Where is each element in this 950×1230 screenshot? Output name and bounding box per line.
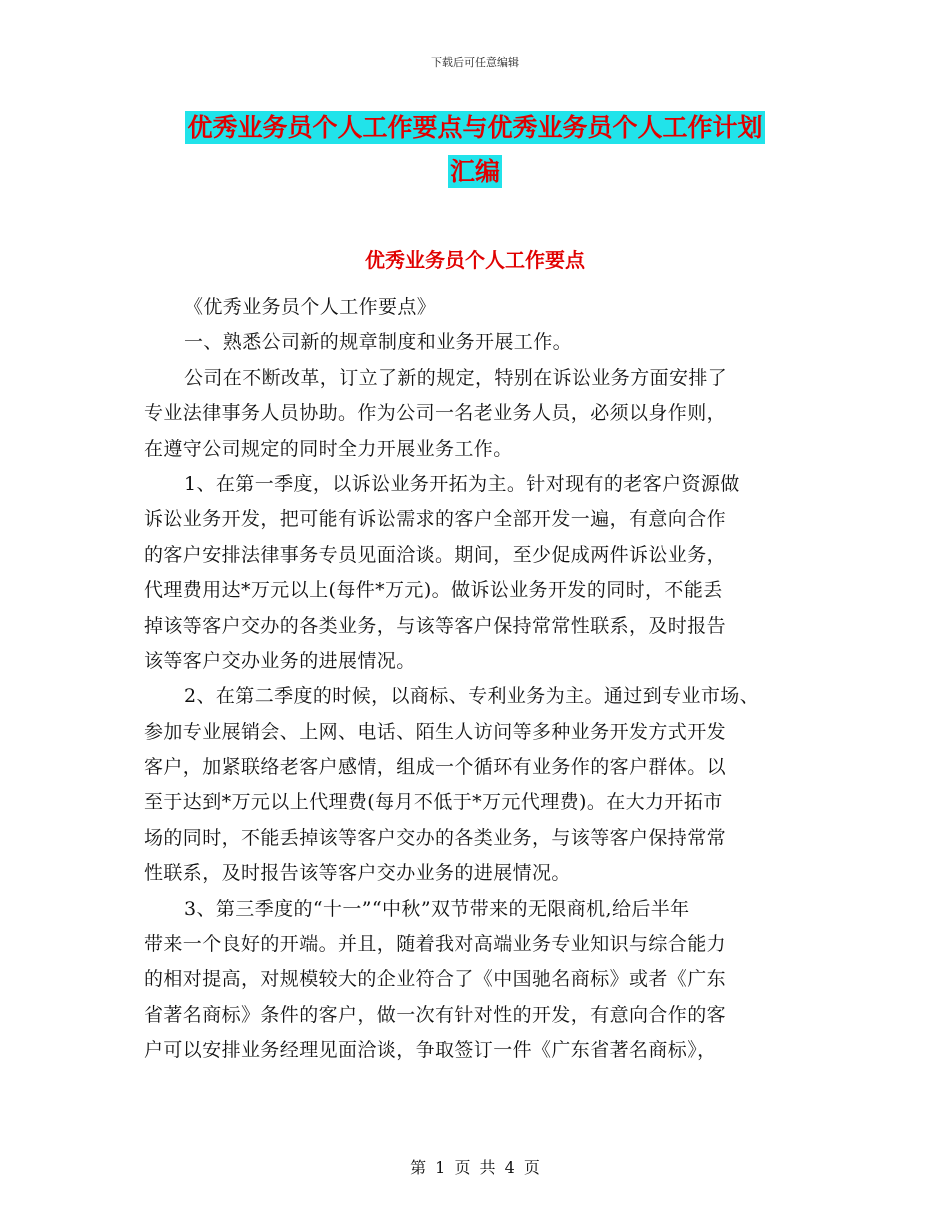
paragraph-line: 至于达到*万元以上代理费(每月不低于*万元代理费)。在大力开拓市 [144,791,723,814]
paragraph-line: 《优秀业务员个人工作要点》 [184,296,437,318]
title-line-1: 优秀业务员个人工作要点与优秀业务员个人工作计划 [187,113,763,142]
paragraph-line: 参加专业展销会、上网、电话、陌生人访问等多种业务开发方式开发 [144,720,727,743]
paragraph-line: 带来一个良好的开端。并且，随着我对高端业务专业知识与综合能力 [144,933,727,956]
page-number-footer: 第 1 页 共 4 页 [410,1158,540,1177]
paragraph-line: 一、熟悉公司新的规章制度和业务开展工作。 [184,331,573,354]
paragraph-line: 的客户安排法律事务专员见面洽谈。期间，至少促成两件诉讼业务， [144,543,727,566]
paragraph-line: 户可以安排业务经理见面洽谈，争取签订一件《广东省著名商标》， [144,1039,717,1062]
paragraph-line: 诉讼业务开发，把可能有诉讼需求的客户全部开发一遍，有意向合作 [144,508,727,531]
paragraph-line: 该等客户交办业务的进展情况。 [144,649,416,672]
paragraph-line: 性联系，及时报告该等客户交办业务的进展情况。 [144,862,571,885]
paragraph-line: 1、在第一季度，以诉讼业务开拓为主。针对现有的老客户资源做 [184,472,740,495]
header-note: 下载后可任意编辑 [431,56,519,69]
paragraph-line: 专业法律事务人员协助。作为公司一名老业务人员，必须以身作则， [144,402,727,425]
section-title: 优秀业务员个人工作要点 [365,248,585,272]
paragraph-line: 3、第三季度的“十一”“中秋”双节带来的无限商机,给后半年 [184,897,690,920]
paragraph-line: 代理费用达*万元以上(每件*万元)。做诉讼业务开发的同时，不能丢 [144,579,723,602]
paragraph-line: 的相对提高，对规模较大的企业符合了《中国驰名商标》或者《广东 [144,968,727,991]
title-line-2: 汇编 [449,157,500,186]
paragraph-line: 2、在第二季度的时候，以商标、专利业务为主。通过到专业市场、 [184,685,760,708]
paragraph-line: 客户，加紧联络老客户感情，组成一个循环有业务作的客户群体。以 [144,756,727,779]
paragraph-line: 省著名商标》条件的客户，做一次有针对性的开发，有意向合作的客 [144,1003,727,1026]
paragraph-line: 掉该等客户交办的各类业务，与该等客户保持常常性联系，及时报告 [144,614,727,637]
document-body [144,290,824,1069]
document-title [0,106,950,194]
paragraph-line: 公司在不断改革，订立了新的规定，特别在诉讼业务方面安排了 [184,366,728,389]
paragraph-line: 在遵守公司规定的同时全力开展业务工作。 [144,437,513,460]
paragraph-line: 场的同时，不能丢掉该等客户交办的各类业务，与该等客户保持常常 [144,826,727,849]
